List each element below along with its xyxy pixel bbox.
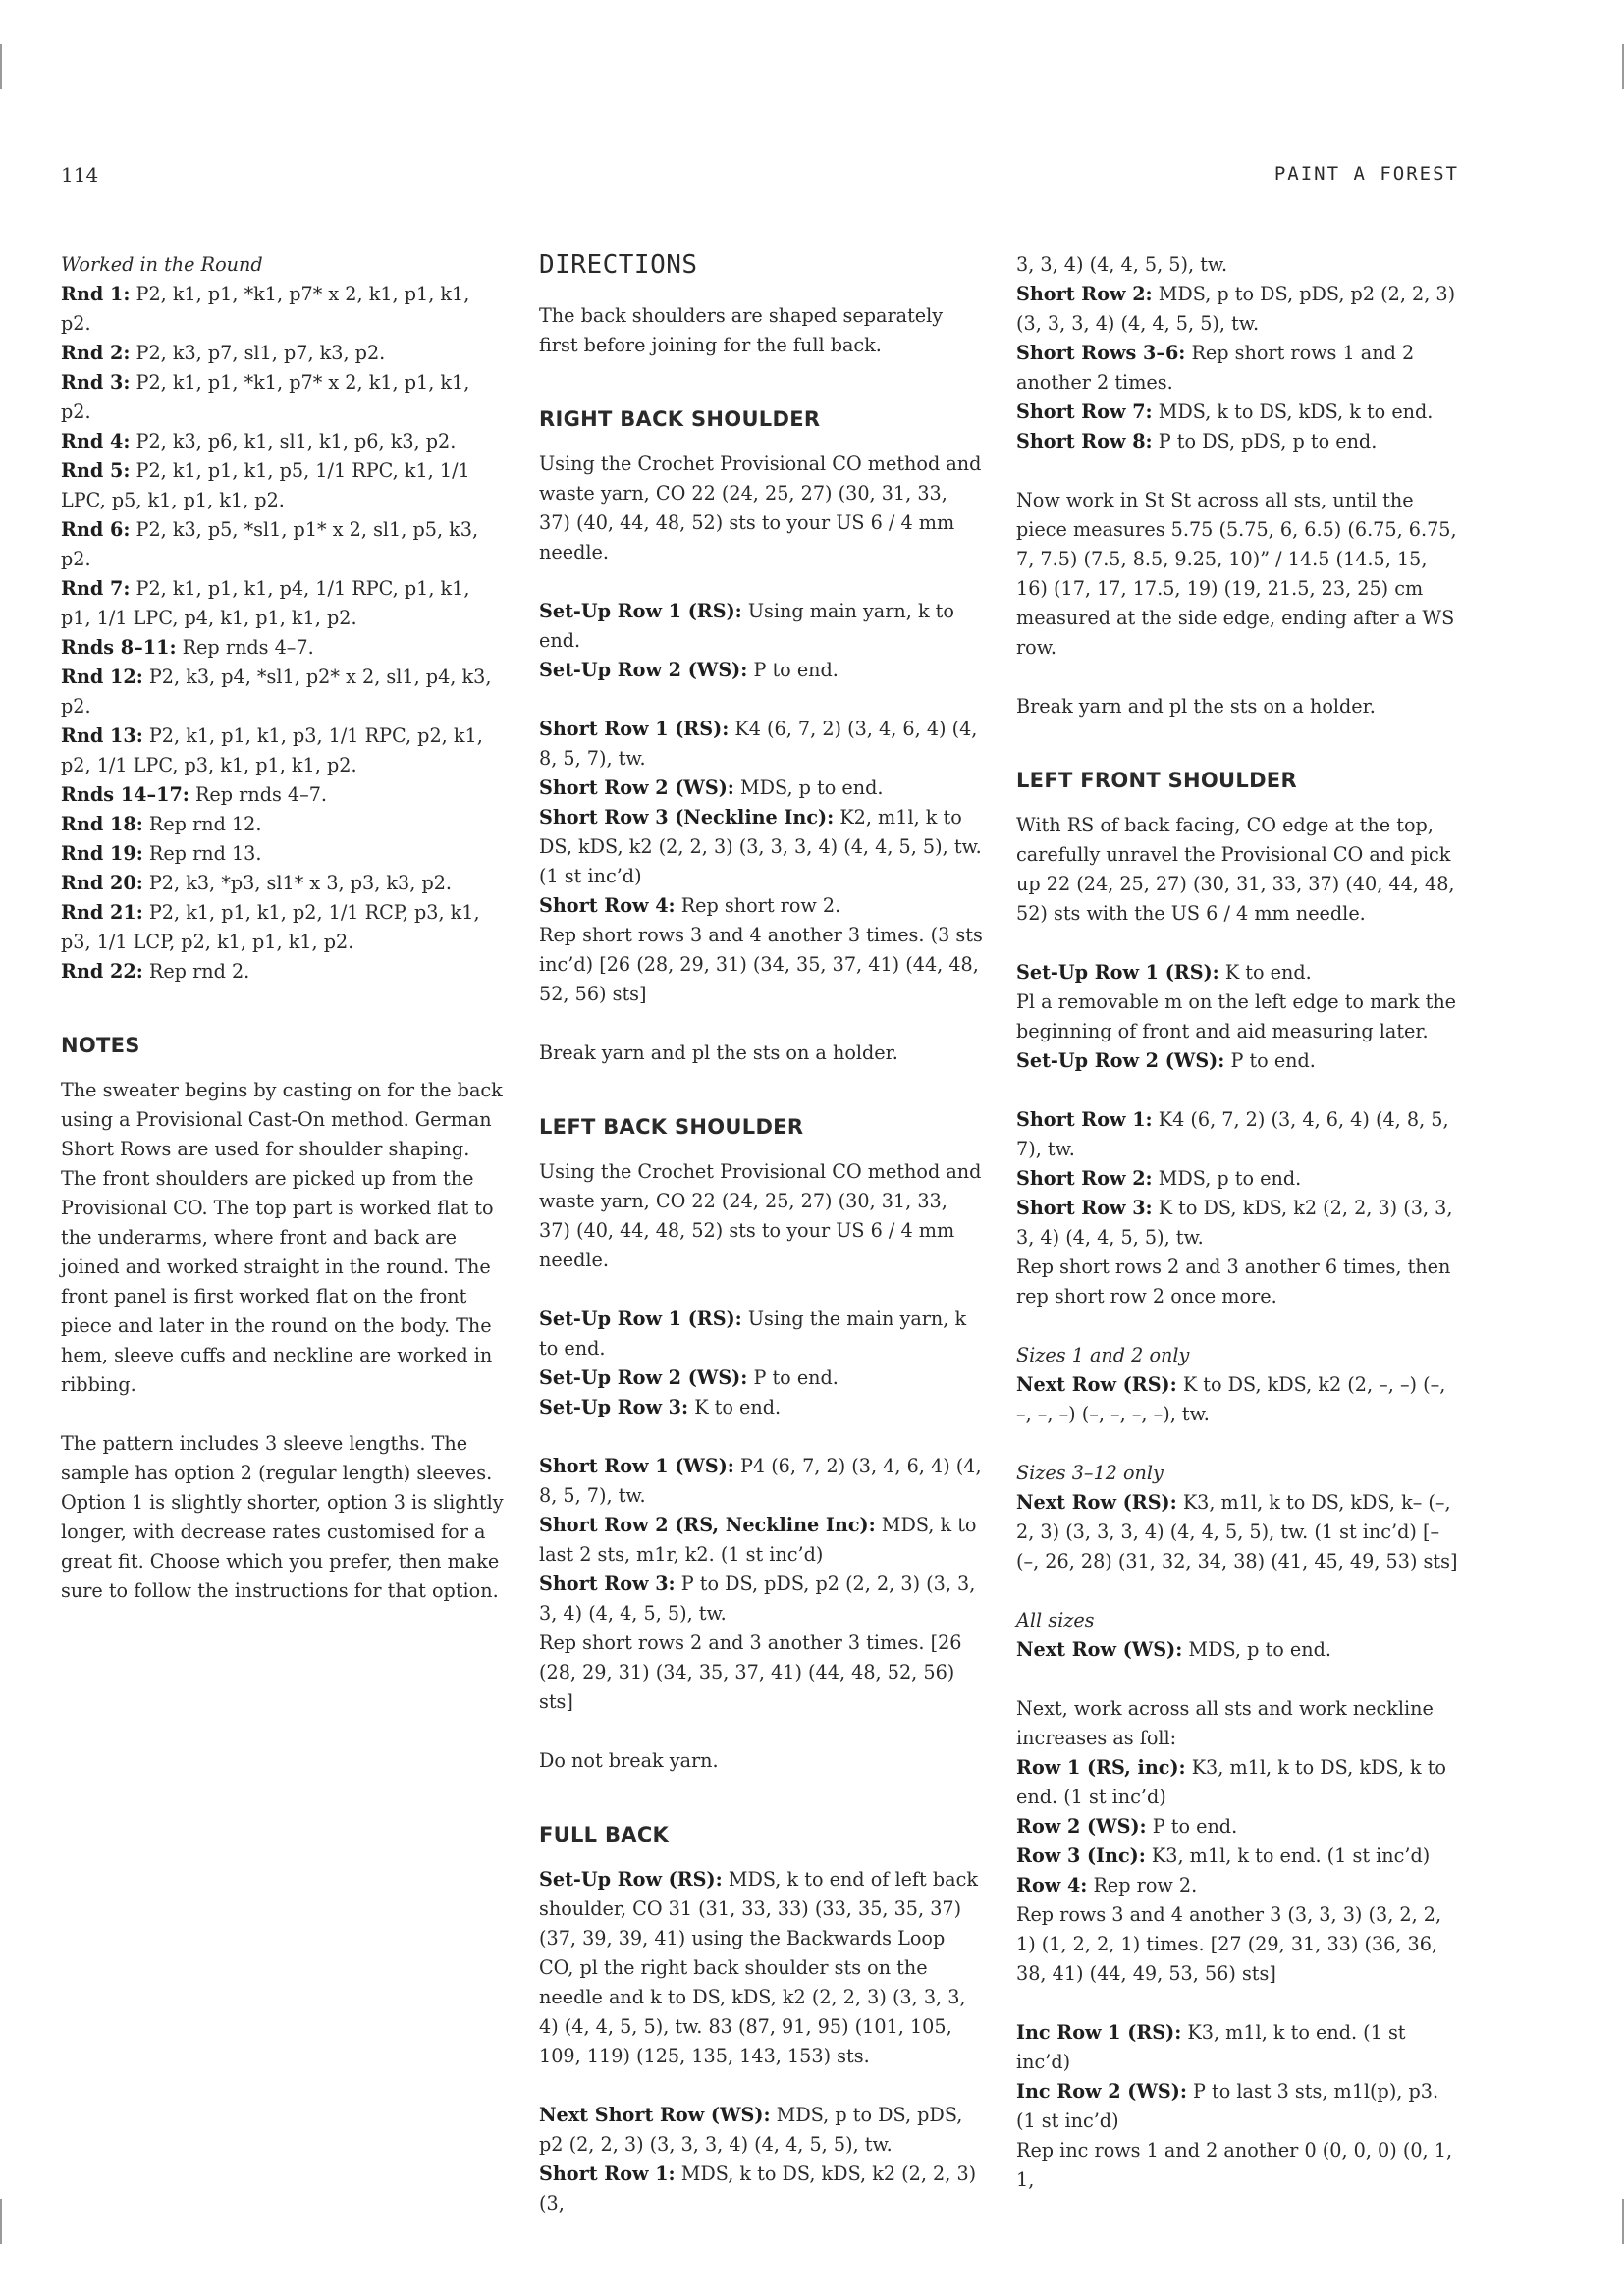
round-label: Rnd 18: [61, 813, 143, 835]
instruction-line: Short Row 2 (RS, Neckline Inc): MDS, k to last 2 sts, m1r, k2. (1 st inc’d) [539, 1514, 977, 1566]
round-text: P2, k3, p4, *sl1, p2* x 2, sl1, p4, k3, p2. [61, 666, 492, 718]
round-line [61, 810, 505, 839]
instruction-line: Short Rows 3–6: Rep short rows 1 and 2 another 2 times. [1016, 342, 1415, 394]
round-line [61, 780, 505, 810]
size-subheading: Sizes 3–12 only [1016, 1462, 1164, 1484]
round-label: Rnd 4: [61, 430, 131, 453]
instruction-line: Short Row 1 (RS): K4 (6, 7, 2) (3, 4, 6, 4) (4, 8, 5, 7), tw. [539, 718, 978, 770]
round-label: Rnd 13: [61, 724, 143, 747]
round-text: P2, k3, p5, *sl1, p1* x 2, sl1, p5, k3, p2. [61, 518, 479, 570]
round-text: P2, k1, p1, k1, p3, 1/1 RPC, p2, k1, p2, 1/1 LPC, p3, k1, p1, k1, p2. [61, 724, 483, 776]
notes-paragraph-2: The pattern includes 3 sleeve lengths. The sample has option 2 (regular length) sleeves. Option 1 is slightly shorter, option 3 is slightly longer, with decrease rates customised for a great fit. Choose which you prefer, then make sure to follow the instructions for that option. [61, 1432, 504, 1602]
instruction-line: Inc Row 1 (RS): K3, m1l, k to end. (1 st inc’d) [1016, 2021, 1406, 2073]
round-text: Rep rnd 12. [142, 813, 262, 835]
instruction-line: Row 4: Rep row 2. [1016, 1874, 1198, 1896]
instruction-line: Next Row (WS): MDS, p to end. [1016, 1638, 1331, 1661]
round-line [61, 957, 505, 987]
round-line [61, 515, 505, 574]
round-line [61, 456, 505, 515]
round-text: P2, k1, p1, *k1, p7* x 2, k1, p1, k1, p2. [61, 371, 470, 423]
instruction-line: Row 3 (Inc): K3, m1l, k to end. (1 st inc’d) [1016, 1844, 1431, 1867]
round-text: Rep rnds 4–7. [189, 783, 328, 806]
instruction-line: Set-Up Row 2 (WS): P to end. [539, 1366, 839, 1389]
round-line [61, 574, 505, 633]
round-label: Rnds 14–17: [61, 783, 189, 806]
instruction-paragraph: Rep short rows 2 and 3 another 6 times, then rep short row 2 once more. [1016, 1255, 1451, 1308]
instruction-paragraph: Rep inc rows 1 and 2 another 0 (0, 0, 0) (0, 1, 1, [1016, 2139, 1453, 2191]
instruction-line: Set-Up Row 3: K to end. [539, 1396, 782, 1418]
round-line [61, 339, 505, 368]
instruction-line: Short Row 7: MDS, k to DS, kDS, k to end. [1016, 400, 1434, 423]
instruction-paragraph: Now work in St St across all sts, until the piece measures 5.75 (5.75, 6, 6.5) (6.75, 6.75, 7, 7.5) (7.5, 8.5, 9.25, 10)” / 14.5 (14.5, 15, 16) (17, 17, 17.5, 19) (19, 21.5, 23, 25) cm measured at the side edge, ending after a WS row. [1016, 489, 1457, 659]
instruction-paragraph: Rep short rows 2 and 3 another 3 times. [26 (28, 29, 31) (34, 35, 37, 41) (44, 48, 52, 56) sts] [539, 1631, 962, 1713]
round-text: P2, k1, p1, k1, p4, 1/1 RPC, p1, k1, p1, 1/1 LPC, p4, k1, p1, k1, p2. [61, 577, 470, 629]
crop-mark-top-left [0, 44, 2, 89]
round-text: Rep rnd 13. [142, 842, 262, 865]
instruction-line: Short Row 2: MDS, p to end. [1016, 1167, 1302, 1190]
round-text: P2, k3, p6, k1, sl1, k1, p6, k3, p2. [130, 430, 457, 453]
round-label: Rnd 12: [61, 666, 143, 688]
rounds-list [61, 280, 505, 987]
round-label: Rnd 5: [61, 459, 131, 482]
instruction-line: Row 1 (RS, inc): K3, m1l, k to DS, kDS, k to end. (1 st inc’d) [1016, 1756, 1446, 1808]
section-subtitle-worked-in-round: Worked in the Round [61, 253, 263, 276]
instruction-line: Set-Up Row 1 (RS): K to end. [1016, 961, 1312, 984]
instruction-line: Next Short Row (WS): MDS, p to DS, pDS, p2 (2, 2, 3) (3, 3, 3, 4) (4, 4, 5, 5), tw. [539, 2104, 963, 2156]
round-label: Rnd 21: [61, 901, 143, 924]
round-text: P2, k3, p7, sl1, p7, k3, p2. [130, 342, 386, 364]
instruction-paragraph: Next, work across all sts and work neckline increases as foll: [1016, 1697, 1434, 1749]
left-front-shoulder-heading: LEFT FRONT SHOULDER [1016, 769, 1297, 792]
round-line [61, 839, 505, 869]
left-back-shoulder-heading: LEFT BACK SHOULDER [539, 1115, 804, 1139]
round-label: Rnd 1: [61, 283, 131, 305]
round-line [61, 663, 505, 721]
notes-heading: NOTES [61, 1034, 140, 1057]
size-subheading: Sizes 1 and 2 only [1016, 1344, 1190, 1366]
instruction-line: Next Row (RS): K3, m1l, k to DS, kDS, k– (–, 2, 3) (3, 3, 3, 4) (4, 4, 5, 5), tw. (1 st inc’d) [– (–, 26, 28) (31, 32, 34, 38) (41, 45, 49, 53) sts] [1016, 1491, 1458, 1573]
round-text: P2, k1, p1, *k1, p7* x 2, k1, p1, k1, p2. [61, 283, 470, 335]
round-label: Rnd 20: [61, 872, 143, 894]
instruction-paragraph: Using the Crochet Provisional CO method and waste yarn, CO 22 (24, 25, 27) (30, 31, 33, 37) (40, 44, 48, 52) sts to your US 6 / 4 mm needle. [539, 453, 982, 563]
instruction-paragraph: Do not break yarn. [539, 1749, 719, 1772]
right-back-shoulder-heading: RIGHT BACK SHOULDER [539, 407, 821, 431]
instruction-line: Set-Up Row 2 (WS): P to end. [539, 659, 839, 681]
round-text: Rep rnd 2. [142, 960, 250, 983]
instruction-line: Set-Up Row 1 (RS): Using main yarn, k to end. [539, 600, 954, 652]
instruction-line: Short Row 1 (WS): P4 (6, 7, 2) (3, 4, 6, 4) (4, 8, 5, 7), tw. [539, 1455, 982, 1507]
instruction-paragraph: Rep short rows 3 and 4 another 3 times. (3 sts inc’d) [26 (28, 29, 31) (34, 35, 37, 41) (44, 48, 52, 56) sts] [539, 924, 983, 1005]
round-line [61, 721, 505, 780]
instruction-line: Set-Up Row 1 (RS): Using the main yarn, k to end. [539, 1308, 967, 1360]
round-label: Rnd 19: [61, 842, 143, 865]
instruction-paragraph: Rep rows 3 and 4 another 3 (3, 3, 3) (3, 2, 2, 1) (1, 2, 2, 1) times. [27 (29, 31, 33) (36, 36, 38, 41) (44, 49, 53, 56) sts] [1016, 1903, 1442, 1985]
round-text: Rep rnds 4–7. [176, 636, 314, 659]
round-line [61, 633, 505, 663]
round-line [61, 368, 505, 427]
instruction-line: Set-Up Row (RS): MDS, k to end of left back shoulder, CO 31 (31, 33, 33) (33, 35, 35, 37) (37, 39, 39, 41) using the Backwards Loop CO, pl the right back shoulder sts on the needle and k to DS, kDS, k2 (2, 2, 3) (3, 3, 3, 4) (4, 4, 5, 5), tw. 83 (87, 91, 95) (101, 105, 109, 119) (125, 135, 143, 153) sts. [539, 1868, 978, 2067]
round-line [61, 280, 505, 339]
round-label: Rnd 7: [61, 577, 131, 600]
round-text: P2, k1, p1, k1, p2, 1/1 RCP, p3, k1, p3, 1/1 LCP, p2, k1, p1, k1, p2. [61, 901, 480, 953]
round-label: Rnd 3: [61, 371, 131, 394]
round-line [61, 898, 505, 957]
instruction-paragraph: With RS of back facing, CO edge at the top, carefully unravel the Provisional CO and pick up 22 (24, 25, 27) (30, 31, 33, 37) (40, 44, 48, 52) sts with the US 6 / 4 mm needle. [1016, 814, 1455, 925]
round-line [61, 427, 505, 456]
round-text: P2, k1, p1, k1, p5, 1/1 RPC, k1, 1/1 LPC, p5, k1, p1, k1, p2. [61, 459, 470, 511]
instruction-line: Short Row 4: Rep short row 2. [539, 894, 841, 917]
column-right [1016, 250, 1460, 2195]
instruction-line: Short Row 1: K4 (6, 7, 2) (3, 4, 6, 4) (4, 8, 5, 7), tw. [1016, 1108, 1449, 1160]
instruction-paragraph: Using the Crochet Provisional CO method and waste yarn, CO 22 (24, 25, 27) (30, 31, 33, 37) (40, 44, 48, 52) sts to your US 6 / 4 mm needle. [539, 1160, 982, 1271]
full-back-heading: FULL BACK [539, 1823, 670, 1846]
size-subheading: All sizes [1016, 1609, 1095, 1631]
instruction-line: Row 2 (WS): P to end. [1016, 1815, 1238, 1838]
instruction-line: Short Row 3 (Neckline Inc): K2, m1l, k to DS, kDS, k2 (2, 2, 3) (3, 3, 3, 4) (4, 4, 5, 5), tw. (1 st inc’d) [539, 806, 982, 887]
instruction-line: Short Row 8: P to DS, pDS, p to end. [1016, 430, 1378, 453]
round-text: P2, k3, *p3, sl1* x 3, p3, k3, p2. [142, 872, 453, 894]
round-line [61, 869, 505, 898]
instruction-line: Short Row 2: MDS, p to DS, pDS, p2 (2, 2, 3) (3, 3, 3, 4) (4, 4, 5, 5), tw. [1016, 283, 1456, 335]
column-middle [539, 250, 983, 2218]
instruction-line: Short Row 2 (WS): MDS, p to end. [539, 776, 884, 799]
directions-heading: DIRECTIONS [539, 250, 698, 280]
directions-text: The back shoulders are shaped separately first before joining for the full back. [539, 304, 944, 356]
instruction-line: Short Row 3: K to DS, kDS, k2 (2, 2, 3) (3, 3, 3, 4) (4, 4, 5, 5), tw. [1016, 1197, 1453, 1249]
instruction-paragraph: Break yarn and pl the sts on a holder. [1016, 695, 1376, 718]
instruction-paragraph: Pl a removable m on the left edge to mark the beginning of front and aid measuring later. [1016, 990, 1457, 1042]
column-left [61, 250, 505, 1606]
instruction-line: Next Row (RS): K to DS, kDS, k2 (2, –, –) (–, –, –, –) (–, –, –, –), tw. [1016, 1373, 1446, 1425]
round-label: Rnd 2: [61, 342, 131, 364]
instruction-line: Short Row 3: P to DS, pDS, p2 (2, 2, 3) (3, 3, 3, 4) (4, 4, 5, 5), tw. [539, 1573, 976, 1625]
page-number: 114 [61, 163, 99, 187]
instruction-line: Inc Row 2 (WS): P to last 3 sts, m1l(p), p3. (1 st inc’d) [1016, 2080, 1439, 2132]
instruction-line: Short Row 1: MDS, k to DS, kDS, k2 (2, 2, 3) (3, [539, 2163, 977, 2215]
notes-paragraph-1: The sweater begins by casting on for the back using a Provisional Cast-On method. German Short Rows are used for shoulder shaping. The front shoulders are picked up from the Provisional CO. The top part is worked flat to the underarms, where front and back are joined and worked straight in the round. The front panel is first worked flat on the front piece and later in the round on the body. The hem, sleeve cuffs and neckline are worked in ribbing. [61, 1079, 503, 1396]
crop-mark-bottom-left [0, 2199, 2, 2244]
round-label: Rnds 8–11: [61, 636, 177, 659]
instruction-line: Set-Up Row 2 (WS): P to end. [1016, 1049, 1316, 1072]
round-label: Rnd 22: [61, 960, 143, 983]
round-label: Rnd 6: [61, 518, 131, 541]
instruction-paragraph: Break yarn and pl the sts on a holder. [539, 1041, 898, 1064]
instruction-paragraph: 3, 3, 4) (4, 4, 5, 5), tw. [1016, 253, 1228, 276]
running-head: PAINT A FOREST [1273, 163, 1459, 185]
